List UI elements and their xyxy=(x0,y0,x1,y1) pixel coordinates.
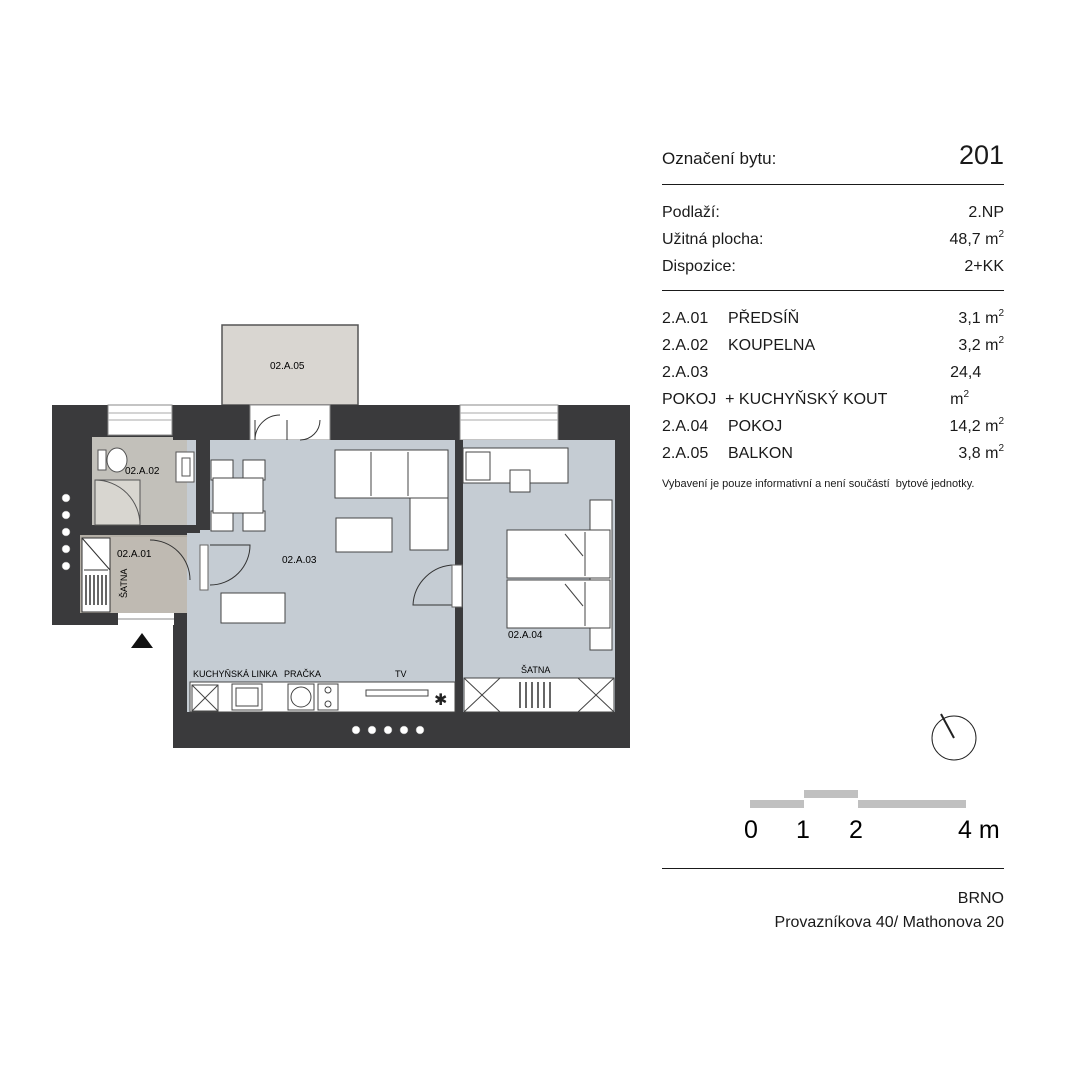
label-r05: 02.A.05 xyxy=(270,361,305,372)
floor-label: Podlaží: xyxy=(662,204,720,221)
unit-number: 201 xyxy=(958,140,1004,170)
unit-header xyxy=(662,140,1004,184)
scale-label-1: 1 xyxy=(796,816,810,844)
room-row: 2.A.03POKOJ + KUCHYŇSKÝ KOUT 24,4 $m^2$ xyxy=(662,364,982,408)
room-row: 2.A.05 BALKON 3,8 $m^2$ xyxy=(662,443,1004,462)
scale-label-2: 2 xyxy=(849,816,863,844)
label-satna-right: ŠATNA xyxy=(521,665,551,675)
label-r04: 02.A.04 xyxy=(508,630,543,641)
street-address: Provazníkova 40/ Mathonova 20 xyxy=(774,914,1004,931)
scale-label-4m: 4 m xyxy=(958,816,1000,844)
divider xyxy=(662,868,1004,869)
layout-value: 2+KK xyxy=(964,258,1004,275)
area-value: 48,7 $m^2$ xyxy=(949,229,1004,248)
area-label: Užitná plocha: xyxy=(662,231,764,248)
label-kitchen: KUCHYŇSKÁ LINKA xyxy=(193,669,278,679)
label-tv: TV xyxy=(395,669,407,679)
room-row: 2.A.04 POKOJ 14,2 $m^2$ xyxy=(662,416,1004,435)
unit-label: Označení bytu: xyxy=(662,149,777,168)
disclaimer-note: Vybavení je pouze informativní a není součástí bytové jednotky. xyxy=(662,478,975,490)
room-row: 2.A.01 PŘEDSÍŇ 3,1 $m^2$ xyxy=(662,308,1004,327)
unit-info xyxy=(662,199,1004,280)
room-list xyxy=(662,305,1004,467)
label-r01: 02.A.01 xyxy=(117,549,152,560)
entrance-arrow xyxy=(131,633,153,648)
divider xyxy=(662,290,1004,291)
label-washer: PRAČKA xyxy=(284,669,322,679)
scale-bar xyxy=(750,790,966,808)
info-panel xyxy=(662,140,1004,467)
city: BRNO xyxy=(957,890,1004,907)
layout-label: Dispozice: xyxy=(662,258,736,275)
room-row: 2.A.02 KOUPELNA 3,2 $m^2$ xyxy=(662,335,1004,354)
divider xyxy=(662,184,1004,185)
kitchen-line xyxy=(190,682,455,712)
address-footer xyxy=(662,868,1004,932)
label-r03: 02.A.03 xyxy=(282,555,317,566)
scale-label-0: 0 xyxy=(744,816,758,844)
plant-icon: ✱ xyxy=(434,692,448,709)
north-arrow-icon xyxy=(932,714,976,760)
label-r02: 02.A.02 xyxy=(125,466,160,477)
floor-value: 2.NP xyxy=(968,204,1004,221)
label-satna-left: ŠATNA xyxy=(119,568,129,598)
